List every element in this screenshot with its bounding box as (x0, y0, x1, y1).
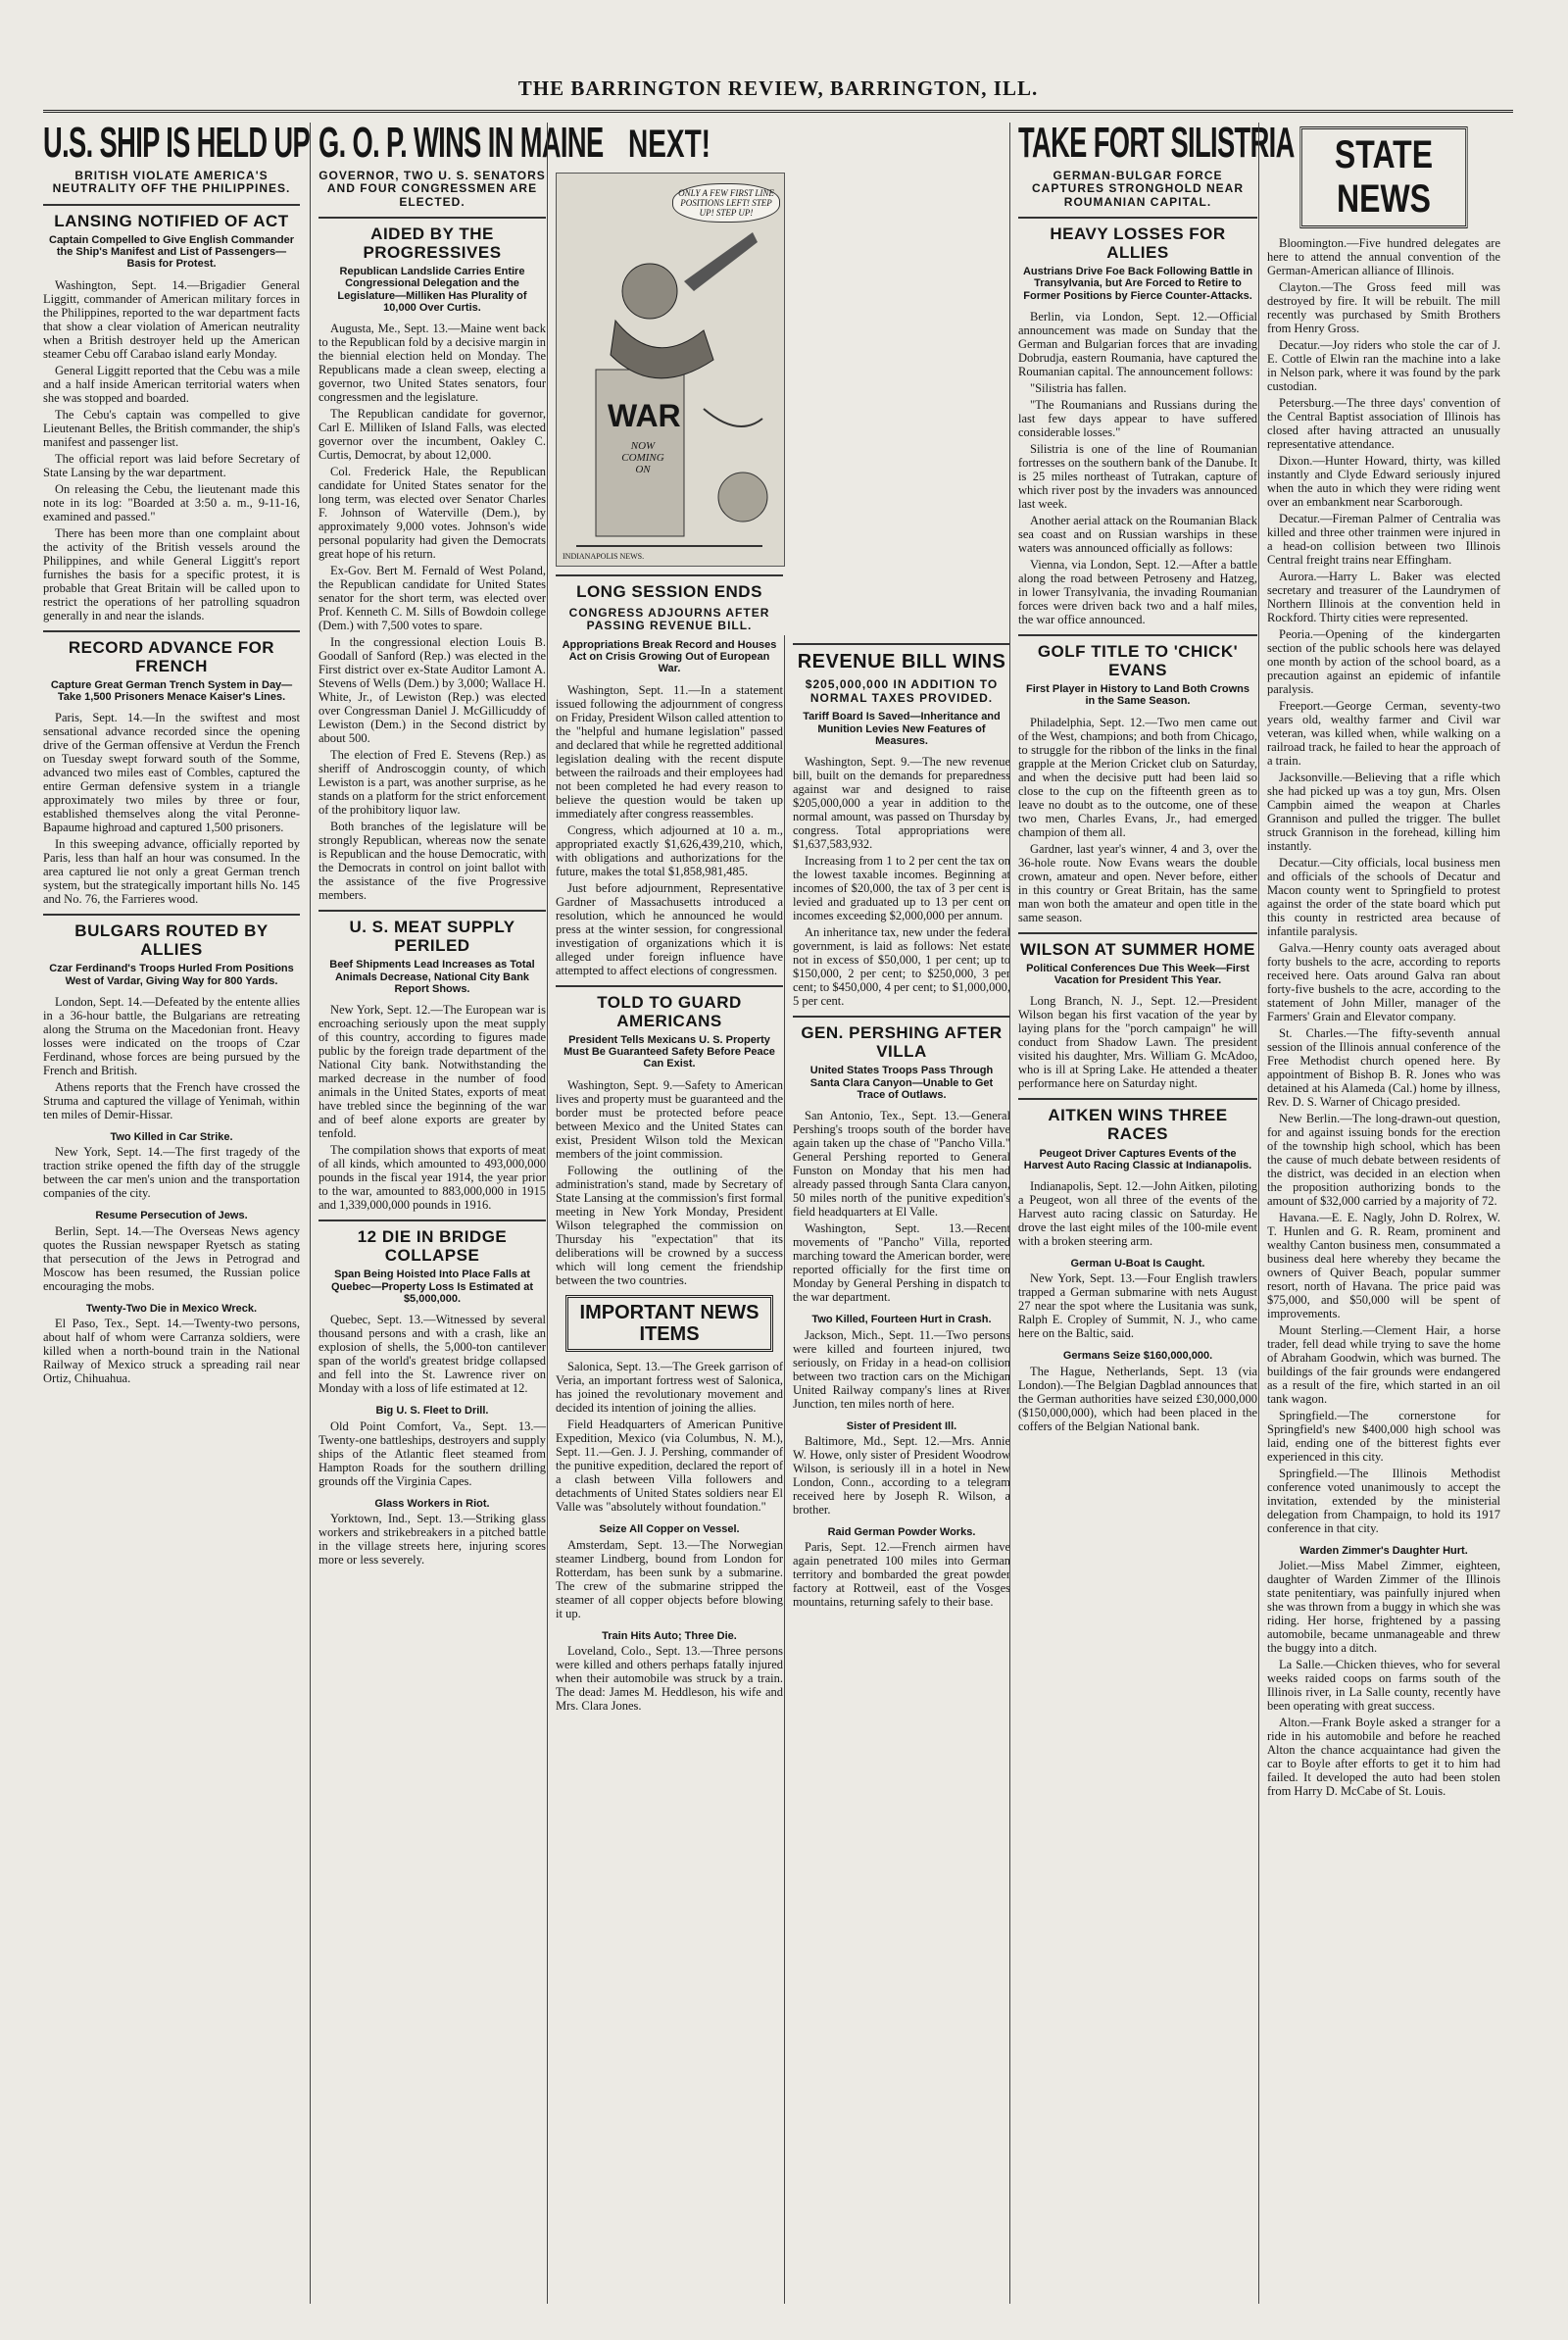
paragraph: Congress, which adjourned at 10 a. m., appropriated exactly $1,626,439,210, which, with obligations and authorizations for the future, makes the total $1,858,981,485. (556, 822, 783, 878)
news-item: Joliet.—Miss Mabel Zimmer, eighteen, daughter of Warden Zimmer of the Illinois state penitentiary, was painfully injured when she was thrown from a buggy in which she was riding. Her horse, frightened by a passing automobile, became unmanageable and threw the buggy into a ditch. (1267, 1558, 1500, 1655)
important-news-box: IMPORTANT NEWS ITEMS (565, 1295, 773, 1353)
brief-heading: German U-Boat Is Caught. (1070, 1258, 1205, 1270)
deck: President Tells Mexicans U. S. Property Must Be Guaranteed Safety Before Peace Can Exist. (564, 1033, 775, 1070)
paragraph: Amsterdam, Sept. 13.—The Norwegian steamer Lindberg, bound from London for Rotterdam, has been sunk by a submarine. The crew of the submarine stripped the steamer of all copper objects before blowing it up. (556, 1537, 783, 1620)
column-6 (1258, 123, 1500, 2304)
subheadline: WILSON AT SUMMER HOME (1018, 932, 1257, 959)
paragraph: London, Sept. 14.—Defeated by the entente allies in a 36-hour battle, the Bulgarians are retreating along the Struma on the Macedonian front. Heavy losses were indicated on the troops of Czar Ferdinand, whose forces are being pursued by the French and British. (43, 995, 300, 1078)
paragraph: On releasing the Cebu, the lieutenant made this note in its log: "Boarded at 3:50 a. m., 9-11-16, examined and passed." (43, 481, 300, 523)
deck: Austrians Drive Foe Back Following Battle in Transylvania, but Are Forced to Retire to Former Positions by Fierce Counter-Attacks. (1022, 266, 1253, 302)
brief-heading: Two Killed in Car Strike. (110, 1131, 233, 1144)
paragraph: Jackson, Mich., Sept. 11.—Two persons were killed and fourteen injured, two seriously, on Friday in a head-on collision between two traction cars on the Michigan United Railway company's lines at River Junction, ten miles north of here. (793, 1327, 1010, 1411)
news-item: Decatur.—Joy riders who stole the car of J. E. Cottle of Elwin ran the machine into a lake in Nelson park, where it was found by the park custodian. (1267, 337, 1500, 393)
brief-heading: Big U. S. Fleet to Drill. (375, 1405, 489, 1418)
paragraph: The Cebu's captain was compelled to give Lieutenant Belles, the British commander, the ship's manifest and passenger list. (43, 407, 300, 449)
headline-us-ship: U.S. SHIP IS HELD UP (43, 119, 311, 167)
paragraph: Col. Frederick Hale, the Republican candidate for United States senator for the long term, was elected over Senator Charles F. Johnson of Waterville (Dem.), by approximately 9,000 votes. Johnson's wide personal popularity had given the Democrats great hope of his return. (318, 465, 546, 562)
state-news-title: STATE NEWS (1299, 126, 1467, 228)
paragraph: New York, Sept. 12.—The European war is encroaching seriously upon the meat supply of this country, according to figures made public by the foreign trade department of the National City bank. Notwithstanding the marked decrease in the number of food animals in the United States, exports of meat have trebled since the beginning of the war and of beef alone exports are greater by tenfold. (318, 1003, 546, 1141)
paragraph: Loveland, Colo., Sept. 13.—Three persons were killed and others perhaps fatally injured when their automobile was struck by a train. The dead: James M. Heddleson, his wife and Mrs. Clara Jones. (556, 1644, 783, 1714)
paragraph: Following the outlining of the administration's stand, made by Secretary of State Lansing at the commission's first formal meeting in New York Monday, President Wilson telegraphed the commission on Thursday his "expectation" that its deliberations will be crowned by a success which will long cement the friendship between the two countries. (556, 1163, 783, 1287)
cartoon-headline: NEXT! (628, 123, 710, 166)
news-item: Jacksonville.—Believing that a rifle which she had picked up was a toy gun, Mrs. Olsen Campbin aimed the weapon at Charles Grannison and pulled the trigger. The bullet struck Grannison in the forehead, killing him instantly. (1267, 770, 1500, 853)
paragraph: Paris, Sept. 14.—In the swiftest and most sensational advance recorded since the opening drive of the German offensive at Verdun the French on Tuesday swept forward south of the Somme, advanced two miles east of Combles, captured the entire German defensive system in a triangle approximately two miles by three or four, established themselves along the vital Peronne-Bapaume highroad and captured 1,500 prisoners. (43, 711, 300, 835)
headline-gop-maine: G. O. P. WINS IN MAINE (318, 119, 604, 167)
paragraph: Field Headquarters of American Punitive Expedition, Mexico (via Columbus, N. M.), Sept. 11.—Gen. J. J. Pershing, commander of the punitive expedition, declared the report of a clash between Villa followers and detachments of United States soldiers near El Valle was "absolutely without foundation." (556, 1418, 783, 1515)
paragraph: Quebec, Sept. 13.—Witnessed by several thousand persons and with a crash, like an explosion of shells, the 5,000-ton cantilever span of the world's greatest bridge collapsed and fell into the St. Lawrence river on Monday with a loss of life estimated at 12. (318, 1313, 546, 1396)
paragraph: Athens reports that the French have crossed the Struma and captured the village of Yenimah, within ten miles of Demir-Hissar. (43, 1080, 300, 1122)
subheadline: AIDED BY THE PROGRESSIVES (318, 217, 546, 262)
paragraph: Washington, Sept. 9.—Safety to American lives and property must be guaranteed and the border must be protected before peace between Mexico and the United States can exist, President Wilson told the Mexican members of the joint commission. (556, 1077, 783, 1161)
newspaper-page (14, 0, 1554, 2315)
paragraph: The Republican candidate for governor, Carl E. Milliken of Island Falls, was elected governor over the incumbent, Oakley C. Curtis, Democrat, by about 12,000. (318, 407, 546, 463)
paragraph: Baltimore, Md., Sept. 12.—Mrs. Annie W. Howe, only sister of President Woodrow Wilson, is seriously ill in a hotel in New London, Conn., according to a telegram received here by Joseph R. Wilson, a brother. (793, 1433, 1010, 1517)
article-body (318, 1003, 546, 1212)
news-item: Freeport.—George Cerman, seventy-two years old, wealthy farmer and Civil war veteran, was killed when, while walking on a railroad track, he failed to hear the approach of a train. (1267, 698, 1500, 768)
paragraph: San Antonio, Tex., Sept. 13.—General Pershing's troops south of the border have again taken up the chase of "Pancho Villa." General Pershing reported to General Funston on Monday that his men had already passed through Santa Clara canyon, 50 miles north of the punitive expedition's field headquarters at El Valle. (793, 1109, 1010, 1220)
news-item: Bloomington.—Five hundred delegates are here to attend the annual convention of the German-American alliance of Illinois. (1267, 235, 1500, 277)
column-3 (547, 123, 783, 2304)
paragraph: Washington, Sept. 14.—Brigadier General Liggitt, commander of American military forces in the Philippines, reported to the war department facts that show a clear violation of American neutrality when a British destroyer held up the American steamer Cebu off Carabao island early Monday. (43, 277, 300, 361)
paragraph: El Paso, Tex., Sept. 14.—Twenty-two persons, about half of whom were Carranza soldiers, were killed when a north-bound train in the National Railway of Mexico struck a spreading rail near Ortiz, Chihuahua. (43, 1316, 300, 1385)
paragraph: Augusta, Me., Sept. 13.—Maine went back to the Republican fold by a decisive margin in the biennial election held on Monday. The Republicans made a clean sweep, electing a governor, two United States senators, four congressmen and the legislature. (318, 322, 546, 405)
paragraph: Gardner, last year's winner, 4 and 3, over the 36-hole route. Now Evans wears the double crown, amateur and open. Never before, either in this country or Great Britain, has the same man won both the amateur and open title in the same season. (1018, 841, 1257, 924)
paragraph: The official report was laid before Secretary of State Lansing by the war department. (43, 451, 300, 479)
paragraph: Vienna, via London, Sept. 12.—After a battle along the road between Petroseny and Hatzeg, in lower Transylvania, the invading Roumanian forces were driven back two and a half miles, the war office announced. (1018, 558, 1257, 627)
paragraph: Berlin, Sept. 14.—The Overseas News agency quotes the Russian newspaper Ryetsch as stating that persecution of the Jews in Petrograd and Moscow has been resumed, the Russian police encouraging the mobs. (43, 1223, 300, 1293)
paragraph: Washington, Sept. 11.—In a statement issued following the adjournment of congress on Friday, President Wilson called attention to the "helpful and humane legislation" passed and declared that while he regretted additional legislation dealing with the recent dispute between the railroads and their employees had not been completed he had every reason to believe the question would be taken up immediately after congress reassembles. (556, 682, 783, 821)
brief-heading: Seize All Copper on Vessel. (599, 1523, 740, 1536)
masthead-title: THE BARRINGTON REVIEW, BARRINGTON, ILL. (517, 76, 1039, 100)
paragraph: Salonica, Sept. 13.—The Greek garrison of Veria, an important fortress west of Salonica, has joined the revolutionary movement and decided its intention of joining the allies. (556, 1360, 783, 1416)
paragraph: New York, Sept. 14.—The first tragedy of the traction strike opened the fifth day of the struggle between the car men's union and the transportation companies of the city. (43, 1145, 300, 1201)
paragraph: General Liggitt reported that the Cebu was a mile and a half inside American territorial waters when she was stopped and boarded. (43, 363, 300, 405)
cartoon-war-label: WAR (608, 397, 681, 433)
paragraph: Ex-Gov. Bert M. Fernald of West Poland, the Republican candidate for United States senator for the short term, was elected over Prof. Kenneth C. M. Sills of Bowdoin college (Dem.) with 7,500 votes to spare. (318, 564, 546, 633)
deck: Tariff Board Is Saved—Inheritance and Munition Levies New Features of Measures. (803, 711, 1001, 747)
brief-heading: Sister of President Ill. (846, 1419, 957, 1432)
deck: First Player in History to Land Both Crowns in the Same Season. (1026, 683, 1250, 708)
brief-heading: Resume Persecution of Jews. (95, 1210, 248, 1222)
news-item: Galva.—Henry county oats averaged about forty bushels to the acre, according to reports received here. Oats around Galva ran about forty-five bushels to the acre, according to the statement of John Miller, manager of the Farmers' Grain and Elevator company. (1267, 940, 1500, 1023)
paragraph: Increasing from 1 to 2 per cent the tax on the lowest taxable incomes. Beginning at incomes of $20,000, the tax of 3 per cent is levied and graduated up to 13 per cent on incomes exceeding $2,000,000 per annum. (793, 854, 1010, 923)
state-news-list (1267, 236, 1500, 1535)
speech-bubble: ONLY A FEW FIRST LINE POSITIONS LEFT! STEP UP! STEP UP! (672, 183, 780, 223)
brief-heading: Warden Zimmer's Daughter Hurt. (1299, 1544, 1468, 1557)
subheadline: GEN. PERSHING AFTER VILLA (793, 1016, 1010, 1061)
article-body (43, 278, 300, 622)
cartoon-sign-text: NOW COMING ON (621, 439, 664, 476)
subheadline: GOLF TITLE TO 'CHICK' EVANS (1018, 634, 1257, 679)
article-body (793, 755, 1010, 1008)
paragraph: Paris, Sept. 12.—French airmen have again penetrated 100 miles into German territory and bombarded the great powder factory at Rottweil, east of the Vosges mountains, returning safely to their base. (793, 1540, 1010, 1610)
masthead-rule (43, 110, 1513, 113)
paragraph: In this sweeping advance, officially reported by Paris, less than half an hour was consumed. In the area captured lie not only a great German trench system, but the strategically important hills No. 145 and No. 76, the Farrieres wood. (43, 837, 300, 907)
deck: Beef Shipments Lead Increases as Total Animals Decrease, National City Bank Report Shows. (329, 959, 535, 996)
paragraph: Washington, Sept. 9.—The new revenue bill, built on the demands for preparedness against war and designed to raise $205,000,000 a year in addition to the normal amount, was passed on Thursday by congress. Total appropriations were $1,637,583,932. (793, 755, 1010, 852)
paragraph: "The Roumanians and Russians during the last few days appear to have suffered considerable losses." (1018, 398, 1257, 440)
deck: $205,000,000 IN ADDITION TO NORMAL TAXES PROVIDED. (805, 677, 999, 705)
news-item: Peoria.—Opening of the kindergarten section of the public schools here was delayed one month by action of the school board, as a precaution against an epidemic of infantile paralysis. (1267, 626, 1500, 696)
news-item: St. Charles.—The fifty-seventh annual session of the Illinois annual conference of the Free Methodist church opened here. By appointment of Bishop B. R. Jones who was detained at his Alameda (Cal.) home by illness, Rev. D. S. Warner of Chicago presided. (1267, 1025, 1500, 1109)
brief-heading: Two Killed, Fourteen Hurt in Crash. (811, 1314, 992, 1326)
brief-heading: Germans Seize $160,000,000. (1062, 1350, 1213, 1363)
deck: BRITISH VIOLATE AMERICA'S NEUTRALITY OFF THE PHILIPPINES. (52, 168, 291, 196)
subheadline: RECORD ADVANCE FOR FRENCH (43, 630, 300, 675)
subheadline: AITKEN WINS THREE RACES (1018, 1098, 1257, 1143)
deck: Republican Landslide Carries Entire Congressional Delegation and the Legislature—Milliken Has Plurality of 10,000 Over Curtis. (337, 266, 527, 315)
column-4 (784, 635, 1010, 2304)
paragraph: The election of Fred E. Stevens (Rep.) as sheriff of Androscoggin county, of which Lewiston is a part, was another surprise, as he stands on a platform for the strict enforcement of the prohibitory liquor law. (318, 748, 546, 818)
cartoon-drawing (557, 174, 784, 566)
article-body (43, 711, 300, 906)
brief-heading: Raid German Powder Works. (827, 1525, 976, 1538)
subheadline: U. S. MEAT SUPPLY PERILED (318, 910, 546, 955)
deck: CONGRESS ADJOURNS AFTER PASSING REVENUE BILL. (568, 605, 770, 633)
deck: Appropriations Break Record and Houses Act on Crisis Growing Out of European War. (562, 638, 777, 675)
deck: Political Conferences Due This Week—First Vacation for President This Year. (1026, 962, 1250, 987)
news-item: Decatur.—Fireman Palmer of Centralia was killed and three other trainmen were injured in a head-on collision between two Illinois Central freight trains near Effingham. (1267, 511, 1500, 567)
news-item: Dixon.—Hunter Howard, thirty, was killed instantly and Clyde Edward seriously injured when the auto in which they were riding went over an embankment near Scarborough. (1267, 453, 1500, 509)
paragraph: The Hague, Netherlands, Sept. 13 (via London).—The Belgian Dagblad announces that the German authorities have seized £30,000,000 ($150,000,000), which had been placed in the coffers of the Belgian National bank. (1018, 1364, 1257, 1433)
subheadline: REVENUE BILL WINS (793, 643, 1010, 672)
article-body (1018, 310, 1257, 626)
paragraph: Old Point Comfort, Va., Sept. 13.—Twenty-one battleships, destroyers and supply ships of the Atlantic fleet steamed from Hampton Roads for the southern drilling grounds off the Virginia Capes. (318, 1419, 546, 1488)
deck: GOVERNOR, TWO U. S. SENATORS AND FOUR CONGRESSMEN ARE ELECTED. (318, 168, 546, 209)
news-item: Petersburg.—The three days' convention of the Central Baptist association of Illinois has closed after having attracted an unusually representative attendance. (1267, 395, 1500, 451)
brief-heading: Train Hits Auto; Three Die. (602, 1629, 737, 1642)
news-item: New Berlin.—The long-drawn-out question, for and against issuing bonds for the erection of the township high school, which has been the cause of much debate between residents of the district, was decided in an election when the proposition authorizing bonds to the amount of $32,000 carried by a majority of 72. (1267, 1111, 1500, 1208)
deck: Span Being Hoisted Into Place Falls at Quebec—Property Loss Is Estimated at $5,000,000. (330, 1269, 533, 1306)
brief-heading: Glass Workers in Riot. (374, 1497, 490, 1510)
subheadline: TOLD TO GUARD AMERICANS (556, 985, 783, 1030)
paragraph: Indianapolis, Sept. 12.—John Aitken, piloting a Peugeot, won all three of the events of the Harvest auto racing classic on Saturday. He drove the last eight miles of the 100-mile event with a broken steering arm. (1018, 1179, 1257, 1249)
paragraph: Philadelphia, Sept. 12.—Two men came out of the West, champions; and both from Chicago, to struggle for the ribbon of the links in the final grapple at the Merion Cricket club on Saturday, and when the decisive putt had been laid so close to the cup on the fifteenth green as to leave no doubt as to the outcome, one of these two men, Charles Evans, Jr., had emerged champion of them all. (1018, 715, 1257, 839)
news-item: Havana.—E. E. Nagly, John D. Rolrex, W. T. Hunlen and G. R. Ream, prominent and wealthy Canton business men, consummated a business deal here whereby they became the owners of Quiver Beach, popular summer resort, north of Havana. The price paid was $75,000, and $50,000 will be spent of improvements. (1267, 1210, 1500, 1320)
paragraph: The compilation shows that exports of meat of all kinds, which amounted to 493,000,000 pounds in the fiscal year 1914, the year prior to the war, amounted to 883,000,000 in 1915 and 1,339,000,000 pounds in 1916. (318, 1143, 546, 1213)
paragraph: In the congressional election Louis B. Goodall of Sanford (Rep.) was elected in the First district over ex-State Auditor Lamont A. Stevens of Wells (Dem.) by 3,000; Wallace H. White, Jr., of Lewiston (Rep.) was elected over Congressman Daniel J. McGillicuddy of Lewiston (Dem.) in the Second district by about 500. (318, 635, 546, 746)
paragraph: Long Branch, N. J., Sept. 12.—President Wilson began his first vacation of the year by laying plans for the "porch campaign" he will conduct from Shadow Lawn. The president visited his daughter, Mrs. William G. McAdoo, who is ill at Spring Lake. He attended a theater performance here on Saturday night. (1018, 994, 1257, 1091)
deck: GERMAN-BULGAR FORCE CAPTURES STRONGHOLD NEAR ROUMANIAN CAPITAL. (1031, 168, 1244, 209)
paragraph: Another aerial attack on the Roumanian Black sea coast and on Russian warships in these waters was announced officially as follows: (1018, 514, 1257, 556)
news-item: Alton.—Frank Boyle asked a stranger for a ride in his automobile and before he reached Alton the chance acquaintance had given the car to Boyle after efforts to get it to him had failed. It developed the auto had been stolen from Harry D. McCabe of St. Louis. (1267, 1715, 1500, 1798)
deck: Peugeot Driver Captures Events of the Harvest Auto Racing Classic at Indianapolis. (1023, 1147, 1252, 1171)
paragraph: Berlin, via London, Sept. 12.—Official announcement was made on Sunday that the German and Bulgarian forces that are invading Dobrudja, eastern Roumania, have captured the Roumanian capital. The announcement follows: (1018, 310, 1257, 379)
subheadline: LANSING NOTIFIED OF ACT (43, 204, 300, 230)
paragraph: New York, Sept. 13.—Four English trawlers trapped a German submarine with nets August 27 near the spot where the Lusitania was sunk, Ralph E. Cropley of Summit, N. J., who came here on the Baltic, said. (1018, 1271, 1257, 1341)
news-item: Aurora.—Harry L. Baker was elected secretary and treasurer of the Laundrymen of Northern Illinois at the convention held in Rockford. Thirty cities were represented. (1267, 569, 1500, 624)
news-item: Mount Sterling.—Clement Hair, a horse trader, fell dead while trying to save the home of Abraham Goodwin, which was burned. The buildings of the fair grounds were endangered as a result of the fire, which started in an oil tank wagon. (1267, 1322, 1500, 1406)
paragraph: An inheritance tax, new under the federal government, is laid as follows: Net estate not in excess of $50,000, 1 per cent; up to $150,000, 2 per cent; to $250,000, 3 per cent; to $450,000, 4 per cent; to $1,000,000, 5 per cent. (793, 925, 1010, 1009)
paragraph: Silistria is one of the line of Roumanian fortresses on the southern bank of the Danube. It is 25 miles northeast of Tutrakan, capture of which river post by the invaders was announced last week. (1018, 442, 1257, 512)
headline-fort-silistria: TAKE FORT SILISTRIA (1018, 119, 1295, 167)
subheadline: BULGARS ROUTED BY ALLIES (43, 914, 300, 959)
paragraph: There has been more than one complaint about the activity of the British vessels around the Philippines, and while General Liggitt's report furnishes the basis for a specific protest, it is probable that Great Britain will be called upon to restrict the operations of her patrolling squadron generally in and near the islands. (43, 525, 300, 622)
deck: Capture Great German Trench System in Day—Take 1,500 Prisoners Menace Kaiser's Lines. (50, 678, 293, 704)
paragraph: Yorktown, Ind., Sept. 13.—Striking glass workers and strikebreakers in a pitched battle in the village streets here, injuring scores more or less severely. (318, 1512, 546, 1568)
editorial-cartoon (556, 173, 785, 567)
deck: Czar Ferdinand's Troops Hurled From Positions West of Vardar, Giving Way for 800 Yards. (49, 963, 294, 987)
column-5 (1009, 119, 1295, 2304)
paragraph: Washington, Sept. 13.—Recent movements of "Pancho" Villa, reported marching toward the American border, were reported officially for the first time on Monday by General Pershing in dispatch to the war department. (793, 1221, 1010, 1305)
cartoon-credit: INDIANAPOLIS NEWS. (563, 551, 645, 561)
column-1 (43, 119, 311, 2304)
deck: Captain Compelled to Give English Commander the Ship's Manifest and List of Passengers—Basis for Protest. (49, 233, 294, 271)
masthead (43, 76, 1513, 104)
article-body (556, 683, 783, 977)
brief-heading: Twenty-Two Die in Mexico Wreck. (85, 1302, 258, 1315)
deck: United States Troops Pass Through Santa Clara Canyon—Unable to Get Trace of Outlaws. (809, 1065, 994, 1101)
news-item: Springfield.—The cornerstone for Springfield's new $400,000 high school was laid, ending one of the bitterest fights ever experienced in this city. (1267, 1408, 1500, 1464)
subheadline: 12 DIE IN BRIDGE COLLAPSE (318, 1220, 546, 1265)
paragraph: "Silistria has fallen. (1030, 381, 1127, 396)
article-body (43, 995, 300, 1121)
article-body (318, 322, 546, 902)
news-item: Clayton.—The Gross feed mill was destroyed by fire. It will be rebuilt. The mill recently was purchased by Smith Brothers from Henry Gross. (1267, 279, 1500, 335)
paragraph: Both branches of the legislature will be strongly Republican, whereas now the senate is Republican and the house Democratic, with the Democrats in control on joint ballot with the assistance of the five Progressive members. (318, 820, 546, 903)
subheadline: LONG SESSION ENDS (556, 574, 783, 601)
news-item: Decatur.—City officials, local business men and officials of the schools of Decatur and Macon county went to Springfield to protest against the order of the state board which put this county in restricted area because of infantile paralysis. (1267, 855, 1500, 938)
news-item: La Salle.—Chicken thieves, who for several weeks raided coops on farms south of the Illinois river, in La Salle county, recently have been operating with great success. (1267, 1657, 1500, 1713)
news-item: Springfield.—The Illinois Methodist conference voted unanimously to accept the invitation, extended by the ministerial delegation from Champaign, to hold its 1917 conference in that city. (1267, 1466, 1500, 1535)
paragraph: Just before adjournment, Representative Gardner of Massachusetts introduced a resolution, which he announced he would press at the winter session, for congressional investigation of organizations which it is alleged under foreign influence have attempted to affect elections of congressmen. (556, 880, 783, 977)
subheadline: HEAVY LOSSES FOR ALLIES (1018, 217, 1257, 262)
